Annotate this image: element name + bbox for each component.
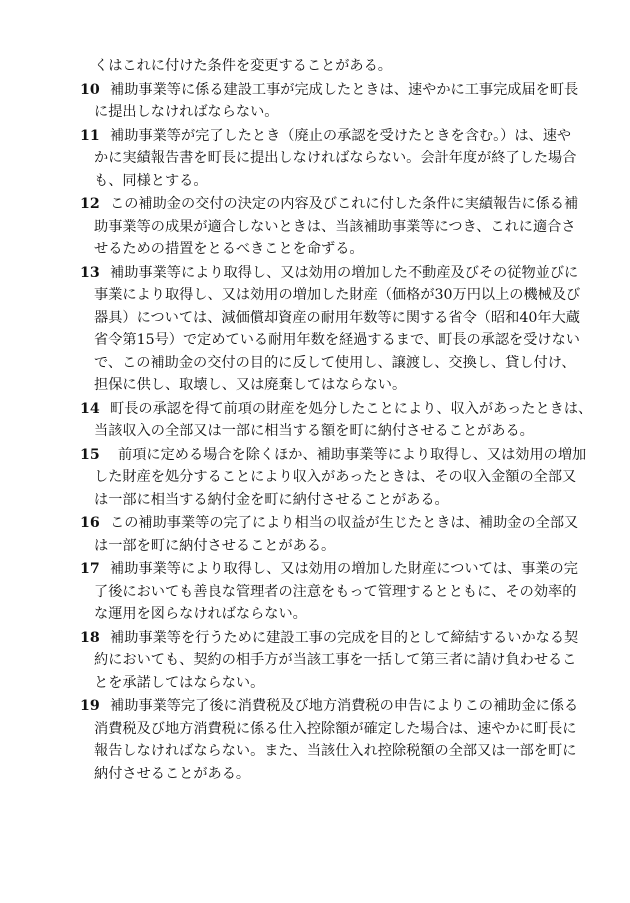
clause-number: 17	[80, 561, 100, 577]
clause-number: 12	[80, 196, 100, 212]
paragraph-continuation-line	[80, 238, 555, 261]
paragraph-continuation-line	[80, 466, 577, 489]
clause-text: 了後においても善良な管理者の注意をもって管理するとともに、その効率的	[94, 583, 577, 600]
paragraph-continuation-line	[80, 489, 555, 512]
clause-number: 11	[80, 127, 100, 144]
paragraph-first-line	[80, 398, 593, 421]
paragraph-continuation-line	[80, 329, 580, 352]
clause-text: 報告しなければならない。また、当該仕入れ控除税額の全部又は一部を町に	[94, 743, 577, 759]
paragraph-first-line	[80, 193, 579, 216]
clause-text: した財産を処分することにより収入があったときは、その収入金額の全部又	[94, 469, 577, 485]
clause-text: 器具）については、減価償却資産の耐用年数等に関する省令（昭和40年大蔵	[94, 309, 580, 326]
clause-number: 15	[80, 446, 100, 463]
paragraph-continuation-line	[80, 216, 576, 239]
clause-text: とを承諾してはならない。	[94, 674, 265, 691]
clause-text: 町長の承認を得て前項の財産を処分したことにより、収入があったときは、	[110, 400, 593, 417]
clause-text: 約においても、契約の相手方が当該工事を一括して第三者に請け負わせるこ	[94, 652, 577, 668]
paragraph-continuation-line	[80, 374, 555, 397]
paragraph-continuation-line	[80, 763, 555, 786]
paragraph-continuation-line	[80, 55, 555, 78]
paragraph-first-line	[80, 262, 579, 285]
paragraph-continuation-line	[80, 307, 580, 330]
paragraph-continuation-line	[80, 284, 581, 307]
clause-text: 補助事業等に係る建設工事が完成したときは、速やかに工事完成届を町長	[110, 81, 579, 98]
clause-text: 消費税及び地方消費税に係る仕入控除額が確定した場合は、速やかに町長に	[94, 720, 577, 737]
clause-text: 補助事業等により取得し、又は効用の増加した不動産及びその従物並びに	[110, 264, 579, 281]
clause-text: かに実績報告書を町長に提出しなければならない。会計年度が終了した場合	[94, 150, 577, 166]
clause-text: 当該収入の全部又は一部に相当する額を町に納付させることがある。	[94, 423, 534, 439]
clause-text: くはこれに付けた条件を変更することがある。	[94, 58, 392, 74]
paragraph-continuation-line	[80, 420, 555, 443]
clause-text: 納付させることがある。	[94, 765, 251, 782]
clause-text: も、同様とする。	[94, 172, 208, 189]
paragraph-continuation-line	[80, 672, 555, 695]
clause-number: 18	[80, 629, 100, 646]
paragraph-continuation-line	[80, 535, 555, 558]
paragraph-continuation-line	[80, 352, 576, 375]
paragraph-continuation-line	[80, 101, 555, 124]
clause-number: 19	[80, 698, 100, 714]
clause-number: 16	[80, 515, 100, 531]
clause-text: 補助事業等により取得し、又は効用の増加した財産については、事業の完	[110, 561, 578, 577]
clause-text: 前項に定める場合を除くほか、補助事業等により取得し、又は効用の増加	[118, 446, 587, 463]
clause-text: 事業により取得し、又は効用の増加した財産（価格が30万円以上の機械及び	[94, 287, 581, 303]
paragraph-continuation-line	[80, 147, 577, 170]
paragraph-continuation-line	[80, 718, 577, 741]
clause-text: 担保に供し、取壊し、又は廃棄してはならない。	[94, 377, 407, 393]
clause-number: 13	[80, 264, 100, 281]
document-body	[80, 55, 593, 785]
paragraph-continuation-line	[80, 603, 555, 626]
clause-text: な運用を図らなければならない。	[94, 606, 307, 622]
clause-text: この補助事業等の完了により相当の収益が生じたときは、補助金の全部又	[110, 515, 579, 531]
clause-text: に提出しなければならない。	[94, 104, 279, 120]
paragraph-first-line	[80, 695, 579, 718]
paragraph-continuation-line	[80, 170, 555, 193]
clause-text: 補助事業等が完了したとき（廃止の承認を受けたときを含む。）は、速や	[110, 127, 572, 144]
paragraph-first-line	[80, 79, 579, 102]
clause-number: 10	[80, 81, 100, 98]
paragraph-continuation-line	[80, 740, 577, 763]
paragraph-first-line	[80, 125, 572, 148]
paragraph-continuation-line	[80, 581, 577, 604]
paragraph-first-line	[80, 444, 587, 467]
clause-number: 14	[80, 400, 100, 417]
paragraph-continuation-line	[80, 649, 577, 672]
clause-text: この補助金の交付の決定の内容及びこれに付した条件に実績報告に係る補	[110, 196, 579, 212]
clause-text: で、この補助金の交付の目的に反して使用し、譲渡し、交換し、貸し付け、	[94, 354, 576, 371]
clause-text: せるための措置をとるべきことを命ずる。	[94, 241, 364, 257]
clause-text: は一部に相当する納付金を町に納付させることがある。	[94, 491, 449, 508]
paragraph-first-line	[80, 627, 579, 650]
paragraph-first-line	[80, 512, 579, 535]
clause-text: 補助事業等を行うために建設工事の完成を目的として締結するいかなる契	[110, 629, 579, 646]
clause-text: 助事業等の成果が適合しないときは、当該補助事業等につき、これに適合さ	[94, 218, 576, 235]
paragraph-first-line	[80, 558, 578, 581]
clause-text: 省令第15号）で定めている耐用年数を経過するまで、町長の承認を受けない	[94, 332, 580, 348]
clause-text: 補助事業等完了後に消費税及び地方消費税の申告によりこの補助金に係る	[110, 698, 579, 714]
clause-text: は一部を町に納付させることがある。	[94, 537, 336, 554]
